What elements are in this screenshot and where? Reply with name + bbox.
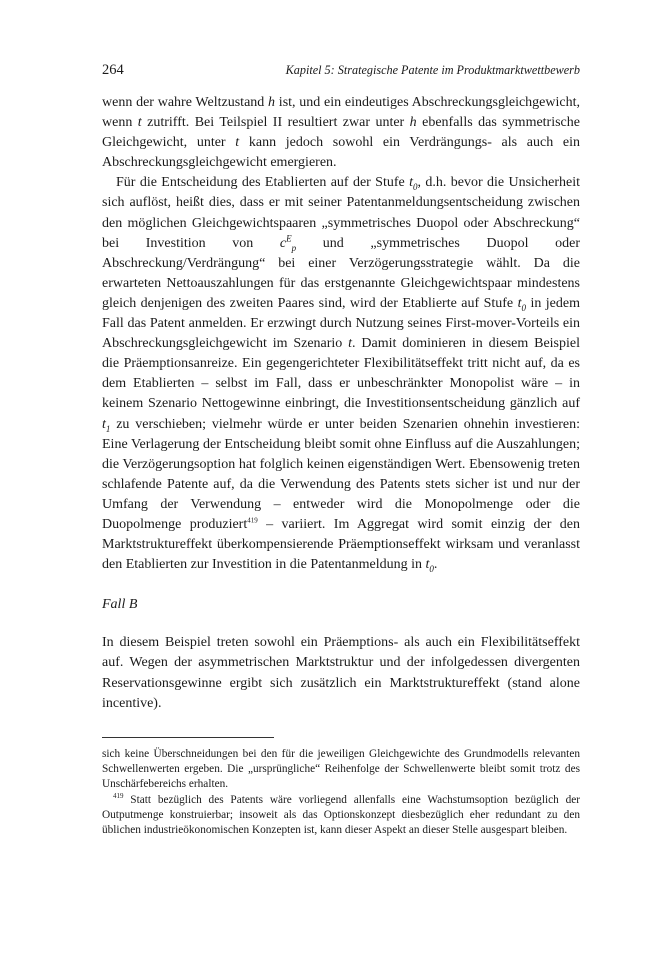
math-t: t [235,135,240,151]
footnote-divider [102,737,274,738]
math-t0: $t_0$ [425,557,434,574]
page-number: 264 [102,62,124,78]
math-t: t [348,336,353,352]
paragraph-1: wenn der wahre Weltzustand h ist, und ein eindeutiges Abschreckungsgleichgewicht, wenn t zutrifft. Bei Teilspiel II resultiert zwar unter h ebenfalls das symmetrische Gleichgewicht, unter t kann jedoch sowohl ein Verdrängungs- als auch ein Abschreckungsgleichgewicht emergieren. [102,95,581,171]
math-h: h [409,115,417,131]
book-page [102,62,581,837]
footnote-continued: sich keine Überschneidungen bei den für die jeweiligen Gleichgewichte des Grundmodells relevanten Schwellenwerten ergeben. Die „ursprüngliche“ Reihenfolge der Schwellenwerte bleibt somit trotz des Unschärfebereichs erhalten. [102,748,580,791]
math-t1: $t_1$ [102,416,111,434]
math-t0: $t_0$ [517,295,526,313]
footnote-419: $^{419}$ Statt bezüglich des Patents wäre vorliegend allenfalls eine Wachstumsoption bezüglich der Outputmenge konstruierbar; insoweit als das Optionskonzept diesbezüglich eher redundant zu den üblichen industrieökonomischen Konzepten ist, kann dieser Aspekt an dieser Stelle ausgespart bleiben. [102,791,580,837]
footnote-number: 419 [113,791,124,800]
main-text [102,93,580,714]
page-header [102,62,580,84]
paragraph-3: In diesem Beispiel treten sowohl ein Präemptions- als auch ein Flexibilitätseffekt auf. Wegen der asymmetrischen Marktstruktur und der infolgedessen divergenten Reservationsgewinne ergibt sich zusätzlich ein Marktstruktureffekt (stand alone incentive). [102,635,580,711]
paragraph-2: Für die Entscheidung des Etablierten auf der Stufe $t_0$, d.h. bevor die Unsicherheit sich auflöst, heißt dies, dass er mit seiner Patentanmeldungsentscheidung zwischen den möglichen Gleichgewichtspaaren „symmetrisches Duopol oder Abschreckung“ bei Investition von $c^E_p$ und „symmetrisches Duopol oder Abschreckung/Verdrängung“ bei einer Verzögerungsstrategie wählt. Da die erwarteten Nettoauszahlungen für das erstgenannte Gleichgewichtspaar mindestens gleich denjenigen des zweiten Paares sind, wird der Etablierte auf Stufe $t_0$ in jedem Fall das Patent anmelden. Er erzwingt durch Nutzung seines First-mover-Vorteils ein Abschreckungsgleichgewicht im Szenario t. Damit dominieren in diesem Beispiel die Präemptionsanreize. Ein gegengerichteter Flexibilitätseffekt tritt nicht auf, da es dem Etablierten – selbst im Fall, dass er unbeschränkter Monopolist wäre – in keinem Szenario Nettogewinne einbringt, die Investitionsentscheidung gänzlich auf $t_1$ zu verschieben; vielmehr würde er unter beiden Szenarien ohnehin investieren: Eine Verlagerung der Entscheidung bleibt somit ohne Einfluss auf die Auszahlungen; die Verzögerungsoption hat folglich keinen eigenständigen Wert. Ebensowenig treten schlafende Patente auf, da die Verwendung des Patents stets sicher ist und nur der Umfang der Verwendung – entweder wird die Monopolmenge oder die Duopolmenge produziert$^{419}$ – variiert. Im Aggregat wird somit einzig der den Marktstruktureffekt überkompensierende Präemptionseffekt wirksam und veranlasst den Etablierten zur Investition in die Patentanmeldung in $t_0$. [102,175,580,574]
math-t: t [137,115,142,131]
footnote-reference[interactable]: 419 [247,516,258,525]
section-heading: Fall B [102,597,138,613]
math-t0: $t_0$ [409,175,418,193]
math-c-p-e: $c^E_p$ [279,233,297,253]
math-h: h [268,95,276,110]
running-title: Kapitel 5: Strategische Patente im Produktmarktwettbewerb [285,63,580,77]
footnotes [102,747,580,838]
